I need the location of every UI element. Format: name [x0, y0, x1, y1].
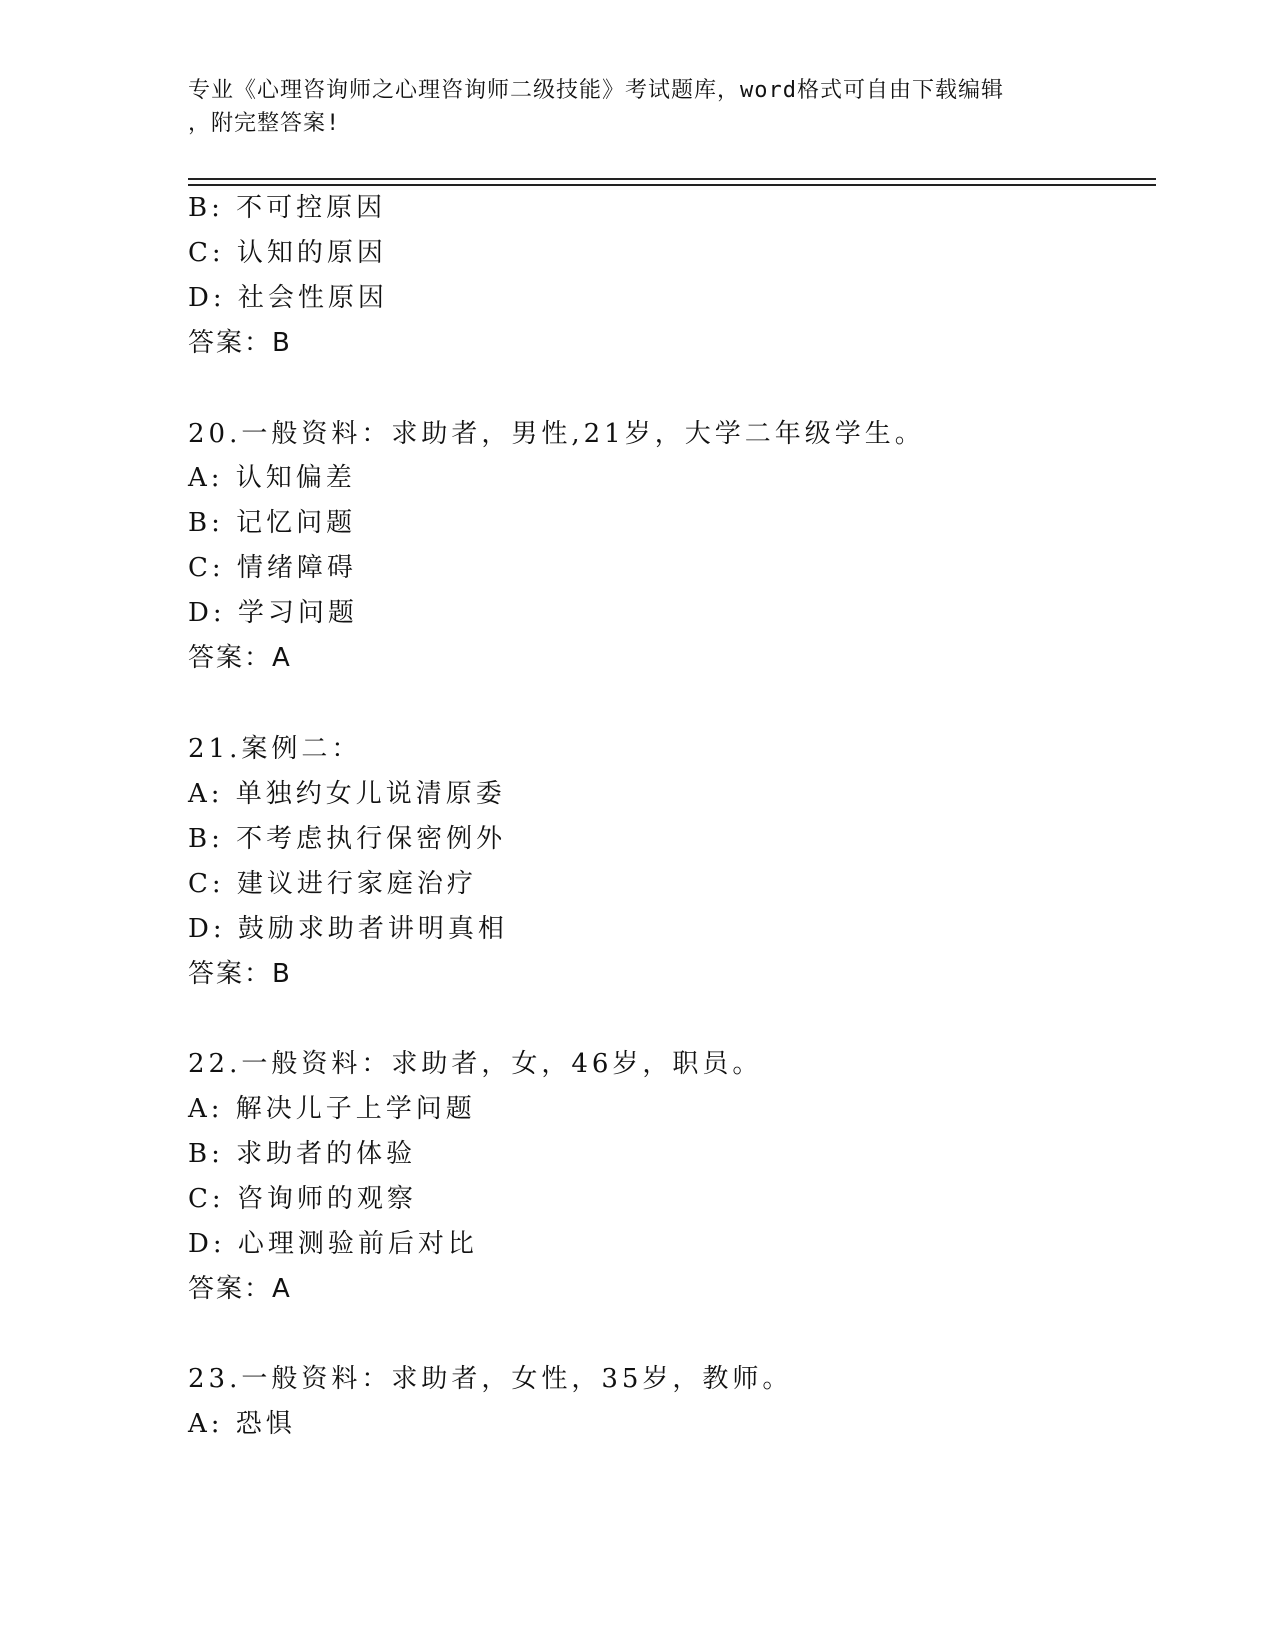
q22-option-b: B: 求助者的体验: [188, 1139, 417, 1169]
q22-answer: 答案：A: [188, 1274, 292, 1304]
q20-option-a: A: 认知偏差: [188, 463, 356, 493]
q22-stem: 22.一般资料：求助者，女，46岁，职员。: [188, 1049, 763, 1079]
q22-option-c: C: 咨询师的观察: [188, 1184, 417, 1214]
q21-option-d: D: 鼓励求助者讲明真相: [188, 914, 508, 944]
q23-stem: 23.一般资料：求助者，女性，35岁，教师。: [188, 1364, 793, 1394]
q21-stem: 21.案例二：: [188, 734, 362, 764]
q20-option-b: B: 记忆问题: [188, 508, 357, 538]
q21-option-a: A: 单独约女儿说清原委: [188, 779, 506, 809]
q19-option-b: B: 不可控原因: [188, 193, 387, 223]
header-line-2: ，附完整答案!: [188, 111, 341, 136]
q20-answer: 答案：A: [188, 643, 292, 673]
q20-option-d: D: 学习问题: [188, 598, 358, 628]
q19-option-c: C: 认知的原因: [188, 238, 387, 268]
q20-option-c: C: 情绪障碍: [188, 553, 357, 583]
q19-option-d: D: 社会性原因: [188, 283, 388, 313]
document-header: [188, 74, 1068, 140]
q21-option-c: C: 建议进行家庭治疗: [188, 869, 477, 899]
q23-option-a: A: 恐惧: [188, 1409, 296, 1439]
header-line-1: 专业《心理咨询师之心理咨询师二级技能》考试题库，word格式可自由下载编辑: [188, 78, 1004, 103]
q19-answer: 答案：B: [188, 328, 292, 358]
q21-answer: 答案：B: [188, 959, 292, 989]
header-divider-bottom: [188, 184, 1156, 186]
q22-option-d: D: 心理测验前后对比: [188, 1229, 478, 1259]
q21-option-b: B: 不考虑执行保密例外: [188, 824, 507, 854]
q20-stem: 20.一般资料：求助者，男性,21岁，大学二年级学生。: [188, 419, 925, 449]
header-divider-top: [188, 178, 1156, 180]
q22-option-a: A: 解决儿子上学问题: [188, 1094, 476, 1124]
